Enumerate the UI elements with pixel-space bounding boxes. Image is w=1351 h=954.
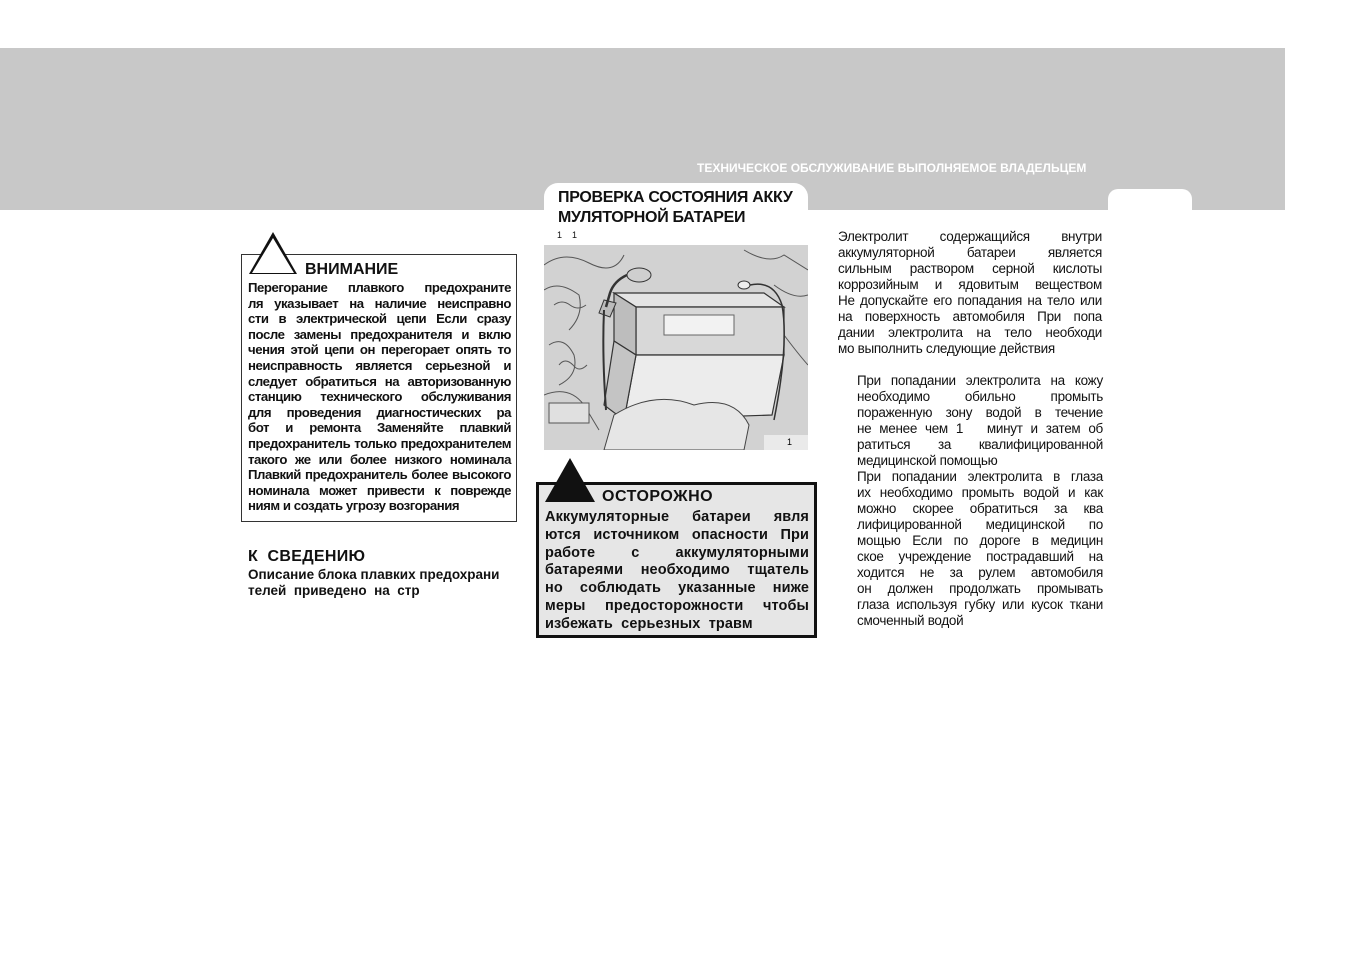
text-line: сильным раствором серной кислоты — [838, 261, 1102, 276]
text-line: Описание блока плавких предохрани — [248, 567, 500, 582]
note-text — [248, 567, 499, 599]
attention-text — [248, 280, 511, 514]
text-line: избежать серьезных травм — [545, 615, 753, 632]
text-line: меры предосторожности чтобы — [545, 597, 809, 614]
battery-illustration — [544, 245, 808, 450]
text-line: Аккумуляторные батареи явля — [545, 509, 809, 525]
text-line: бот и ремонта Заменяйте плавкий — [248, 420, 511, 436]
first-aid-instructions — [857, 373, 1103, 629]
text-line: необходимо обильно промыть — [857, 389, 1103, 404]
figure-number: 1 — [787, 437, 793, 447]
text-line: Перегорание плавкого предохраните — [248, 280, 511, 295]
text-line: их необходимо промыть водой и как — [857, 485, 1103, 500]
caution-heading: ОСТОРОЖНО — [602, 488, 714, 505]
text-line: телей приведено на стр — [248, 582, 420, 598]
text-line: на поверхность автомобиля При попа — [838, 309, 1102, 324]
note-heading: К СВЕДЕНИЮ — [248, 548, 366, 565]
warning-triangle-icon — [545, 458, 595, 502]
text-line: следует обратиться на авторизованную — [248, 373, 511, 389]
figure-label: 1 1 — [557, 230, 578, 240]
text-line: чения этой цепи он перегорает опять то — [248, 342, 511, 358]
text-line: При попадании электролита на кожу — [857, 373, 1103, 388]
text-line: ратиться за квалифицированной — [857, 437, 1103, 452]
text-line: При попадании электролита в глаза — [857, 469, 1103, 484]
text-line: медицинской помощью — [857, 453, 998, 468]
text-line: для проведения диагностических ра — [248, 404, 511, 420]
text-line: мо выполнить следующие действия — [838, 341, 1055, 356]
section-title-line: ПРОВЕРКА СОСТОЯНИЯ АККУ — [558, 189, 793, 206]
header-title: ТЕХНИЧЕСКОЕ ОБСЛУЖИВАНИЕ ВЫПОЛНЯЕМОЕ ВЛАДЕЛЬЦЕМ — [697, 161, 1087, 175]
text-line: пораженную зону водой в течение — [857, 405, 1103, 420]
section-title-line: МУЛЯТОРНОЙ БАТАРЕИ — [558, 209, 746, 226]
text-line: глаза используя губку или кусок ткани — [857, 597, 1103, 612]
text-line: ются источником опасности При — [545, 526, 809, 543]
text-line: Не допускайте его попадания на тело или — [838, 293, 1102, 308]
text-line: такого же или более низкого номинала — [248, 451, 511, 467]
text-line: сти в электрической цепи Если сразу — [248, 311, 511, 327]
attention-heading: ВНИМАНИЕ — [305, 261, 399, 278]
text-line: неисправность является серьезной и — [248, 357, 511, 373]
text-line: Электролит содержащийся внутри — [838, 229, 1102, 244]
text-line: дании электролита на тело необходи — [838, 325, 1102, 340]
text-line: предохранитель только предохранителем — [248, 435, 511, 451]
text-line: номинала может привести к поврежде — [248, 482, 511, 498]
text-line: батареями необходимо тщатель — [545, 562, 809, 579]
text-line: ниям и создать угрозу возгорания — [248, 498, 460, 514]
text-line: Плавкий предохранитель более высокого — [248, 467, 511, 483]
text-line: не менее чем 1 минут и затем об — [857, 421, 1103, 436]
page-number-tab — [1108, 189, 1192, 211]
text-line: ля указывает на наличие неисправно — [248, 295, 511, 311]
battery-figure — [544, 245, 808, 450]
text-line: он должен продолжать промывать — [857, 581, 1103, 596]
text-line: ходится не за рулем автомобиля — [857, 565, 1103, 580]
text-line: лифицированной медицинской по — [857, 517, 1103, 532]
electrolyte-intro — [838, 229, 1102, 357]
text-line: смоченный водой — [857, 613, 964, 628]
text-line: аккумуляторной батареи является — [838, 245, 1102, 260]
text-line: можно скорее обратиться за ква — [857, 501, 1103, 516]
text-line: ское учреждение пострадавший на — [857, 549, 1103, 564]
text-line: станцию технического обслуживания — [248, 389, 511, 405]
text-line: но соблюдать указанные ниже — [545, 580, 809, 597]
section-title — [558, 188, 792, 228]
warning-triangle-inner — [252, 238, 294, 273]
text-line: мощью Если по дороге в медицин — [857, 533, 1103, 548]
text-line: коррозийным и ядовитым веществом — [838, 277, 1102, 292]
text-line: работе с аккумуляторными — [545, 544, 809, 561]
caution-text — [545, 509, 809, 634]
text-line: после замены предохранителя и вклю — [248, 326, 511, 342]
